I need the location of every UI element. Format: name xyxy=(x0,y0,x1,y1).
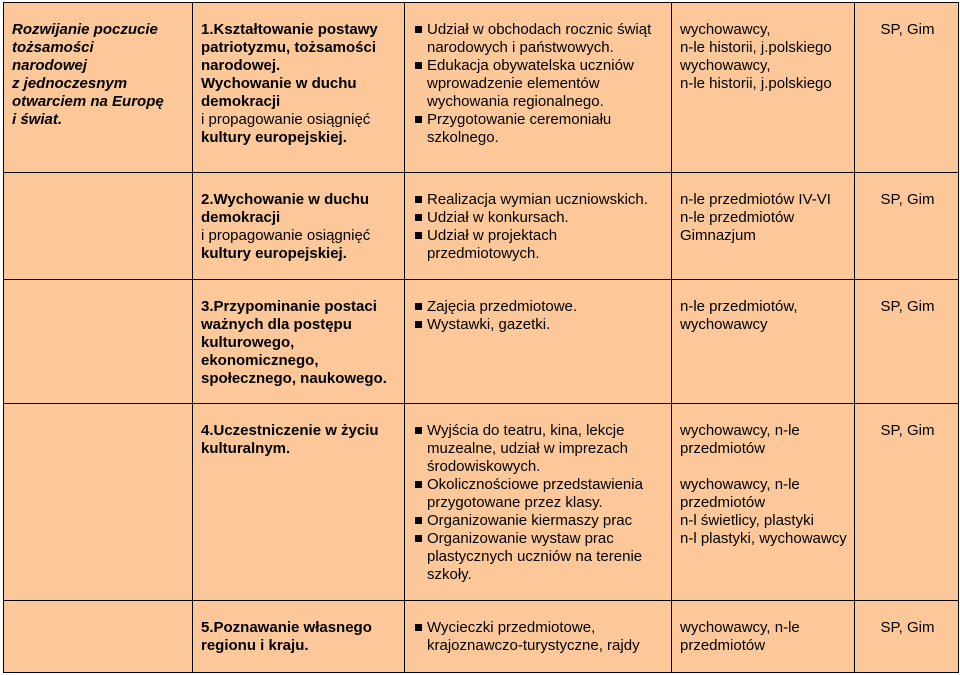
table-row xyxy=(4,3,959,173)
table-row xyxy=(4,173,959,280)
task-line: 3.Przypominanie postaci xyxy=(201,298,377,315)
task-line: 5.Poznawanie własnego xyxy=(201,619,372,636)
education-plan-table xyxy=(3,2,959,673)
forms-cell xyxy=(405,601,672,673)
table-row xyxy=(4,280,959,404)
responsible-line: wychowawcy, xyxy=(680,21,771,38)
list-item-line: Przygotowanie ceremoniału xyxy=(427,111,612,128)
list-item xyxy=(413,227,665,263)
task-line: 1.Kształtowanie postawy xyxy=(201,21,378,38)
list-item-line: Edukacja obywatelska uczniów xyxy=(427,57,634,74)
school-level-cell xyxy=(855,404,959,601)
task-cell xyxy=(193,404,405,601)
responsible-cell xyxy=(672,3,855,173)
list-item xyxy=(413,316,665,334)
list-item xyxy=(413,191,665,209)
task-line: Wychowanie w duchu xyxy=(201,75,357,92)
forms-list xyxy=(413,191,665,263)
task-line: demokracji xyxy=(201,209,281,226)
list-item-line: szkolnego. xyxy=(427,129,499,146)
area-line: z jednoczesnym xyxy=(12,75,128,92)
list-item xyxy=(413,111,665,147)
list-item-line: Wycieczki przedmiotowe, xyxy=(427,619,596,636)
forms-list xyxy=(413,21,665,147)
list-item-line: Wyjścia do teatru, kina, lekcje xyxy=(427,422,625,439)
list-item-line: Udział w obchodach rocznic świąt xyxy=(427,21,652,38)
task-line: 4.Uczestniczenie w życiu xyxy=(201,422,379,439)
empty-cell xyxy=(4,404,193,601)
area-line: i świat. xyxy=(12,111,63,128)
list-item-line: wychowania regionalnego. xyxy=(427,93,604,110)
school-level: SP, Gim xyxy=(880,21,935,38)
responsible-line: przedmiotów xyxy=(680,637,766,654)
empty-cell xyxy=(4,280,193,404)
area-line: tożsamości xyxy=(12,39,94,56)
school-level-cell xyxy=(855,3,959,173)
list-item xyxy=(413,422,665,476)
responsible-line: wychowawcy, n-le xyxy=(680,422,800,439)
list-item xyxy=(413,512,665,530)
forms-list xyxy=(413,619,665,655)
task-line: 2.Wychowanie w duchu xyxy=(201,191,370,208)
task-line: kultury europejskiej. xyxy=(201,129,347,146)
table-row xyxy=(4,404,959,601)
list-item-line: przygotowane przez klasy. xyxy=(427,494,603,511)
task-line: demokracji xyxy=(201,93,281,110)
list-item-line: wprowadzenie elementów xyxy=(427,75,600,92)
school-level-cell xyxy=(855,280,959,404)
school-level: SP, Gim xyxy=(880,298,935,315)
responsible-line: n-l świetlicy, plastyki xyxy=(680,512,814,529)
list-item-line: Organizowanie wystaw prac xyxy=(427,530,614,547)
responsible-line: wychowawcy, xyxy=(680,57,771,74)
responsible-line: przedmiotów xyxy=(680,440,766,457)
responsible-line: wychowawcy, n-le xyxy=(680,619,800,636)
responsible-line: Gimnazjum xyxy=(680,227,756,244)
area-line: otwarciem na Europę xyxy=(12,93,164,110)
forms-cell xyxy=(405,3,672,173)
responsible-line: przedmiotów xyxy=(680,494,766,511)
area-line: Rozwijanie poczucie xyxy=(12,21,158,38)
responsible-cell xyxy=(672,404,855,601)
forms-cell xyxy=(405,404,672,601)
task-cell xyxy=(193,280,405,404)
empty-cell xyxy=(4,173,193,280)
responsible-line: n-le przedmiotów xyxy=(680,209,795,226)
school-level-cell xyxy=(855,601,959,673)
empty-cell xyxy=(4,601,193,673)
list-item xyxy=(413,619,665,655)
list-item xyxy=(413,530,665,584)
list-item-line: narodowych i państwowych. xyxy=(427,39,614,56)
school-level: SP, Gim xyxy=(880,619,935,636)
list-item xyxy=(413,209,665,227)
list-item-line: środowiskowych. xyxy=(427,458,541,475)
responsible-cell xyxy=(672,173,855,280)
task-line: społecznego, naukowego. xyxy=(201,370,387,387)
forms-cell xyxy=(405,280,672,404)
task-cell xyxy=(193,3,405,173)
task-line: regionu i kraju. xyxy=(201,637,309,654)
forms-list xyxy=(413,422,665,584)
list-item-line: Okolicznościowe przedstawienia xyxy=(427,476,643,493)
table-row xyxy=(4,601,959,673)
responsible-line: n-le przedmiotów IV-VI xyxy=(680,191,831,208)
responsible-cell xyxy=(672,280,855,404)
list-item-line: muzealne, udział w imprezach xyxy=(427,440,628,457)
list-item-line: krajoznawczo-turystyczne, rajdy xyxy=(427,637,640,654)
list-item-line: przedmiotowych. xyxy=(427,245,540,262)
list-item xyxy=(413,57,665,111)
list-item xyxy=(413,476,665,512)
responsible-line xyxy=(680,458,848,476)
forms-cell xyxy=(405,173,672,280)
forms-list xyxy=(413,298,665,334)
task-line: kulturowego, xyxy=(201,334,295,351)
area-line: narodowej xyxy=(12,57,88,74)
task-cell xyxy=(193,173,405,280)
list-item-line: Organizowanie kiermaszy prac xyxy=(427,512,633,529)
list-item xyxy=(413,298,665,316)
task-line: i propagowanie osiągnięć xyxy=(201,227,371,244)
responsible-line: wychowawcy, n-le xyxy=(680,476,800,493)
list-item-line: Realizacja wymian uczniowskich. xyxy=(427,191,648,208)
list-item-line: Udział w konkursach. xyxy=(427,209,569,226)
responsible-line: wychowawcy xyxy=(680,316,768,333)
list-item-line: szkoły. xyxy=(427,566,472,583)
list-item-line: Udział w projektach xyxy=(427,227,558,244)
list-item-line: Zajęcia przedmiotowe. xyxy=(427,298,578,315)
school-level-cell xyxy=(855,173,959,280)
responsible-line: n-le historii, j.polskiego xyxy=(680,39,832,56)
task-line: ekonomicznego, xyxy=(201,352,319,369)
task-line: i propagowanie osiągnięć xyxy=(201,111,371,128)
task-line: kulturalnym. xyxy=(201,440,291,457)
task-line: patriotyzmu, tożsamości xyxy=(201,39,377,56)
list-item xyxy=(413,21,665,57)
responsible-line: n-le przedmiotów, xyxy=(680,298,798,315)
area-cell xyxy=(4,3,193,173)
responsible-line: n-l plastyki, wychowawcy xyxy=(680,530,847,547)
responsible-line: n-le historii, j.polskiego xyxy=(680,75,832,92)
task-line: narodowej. xyxy=(201,57,281,74)
list-item-line: Wystawki, gazetki. xyxy=(427,316,551,333)
task-line: ważnych dla postępu xyxy=(201,316,352,333)
school-level: SP, Gim xyxy=(880,422,935,439)
responsible-cell xyxy=(672,601,855,673)
list-item-line: plastycznych uczniów na terenie xyxy=(427,548,643,565)
school-level: SP, Gim xyxy=(880,191,935,208)
task-cell xyxy=(193,601,405,673)
task-line: kultury europejskiej. xyxy=(201,245,347,262)
